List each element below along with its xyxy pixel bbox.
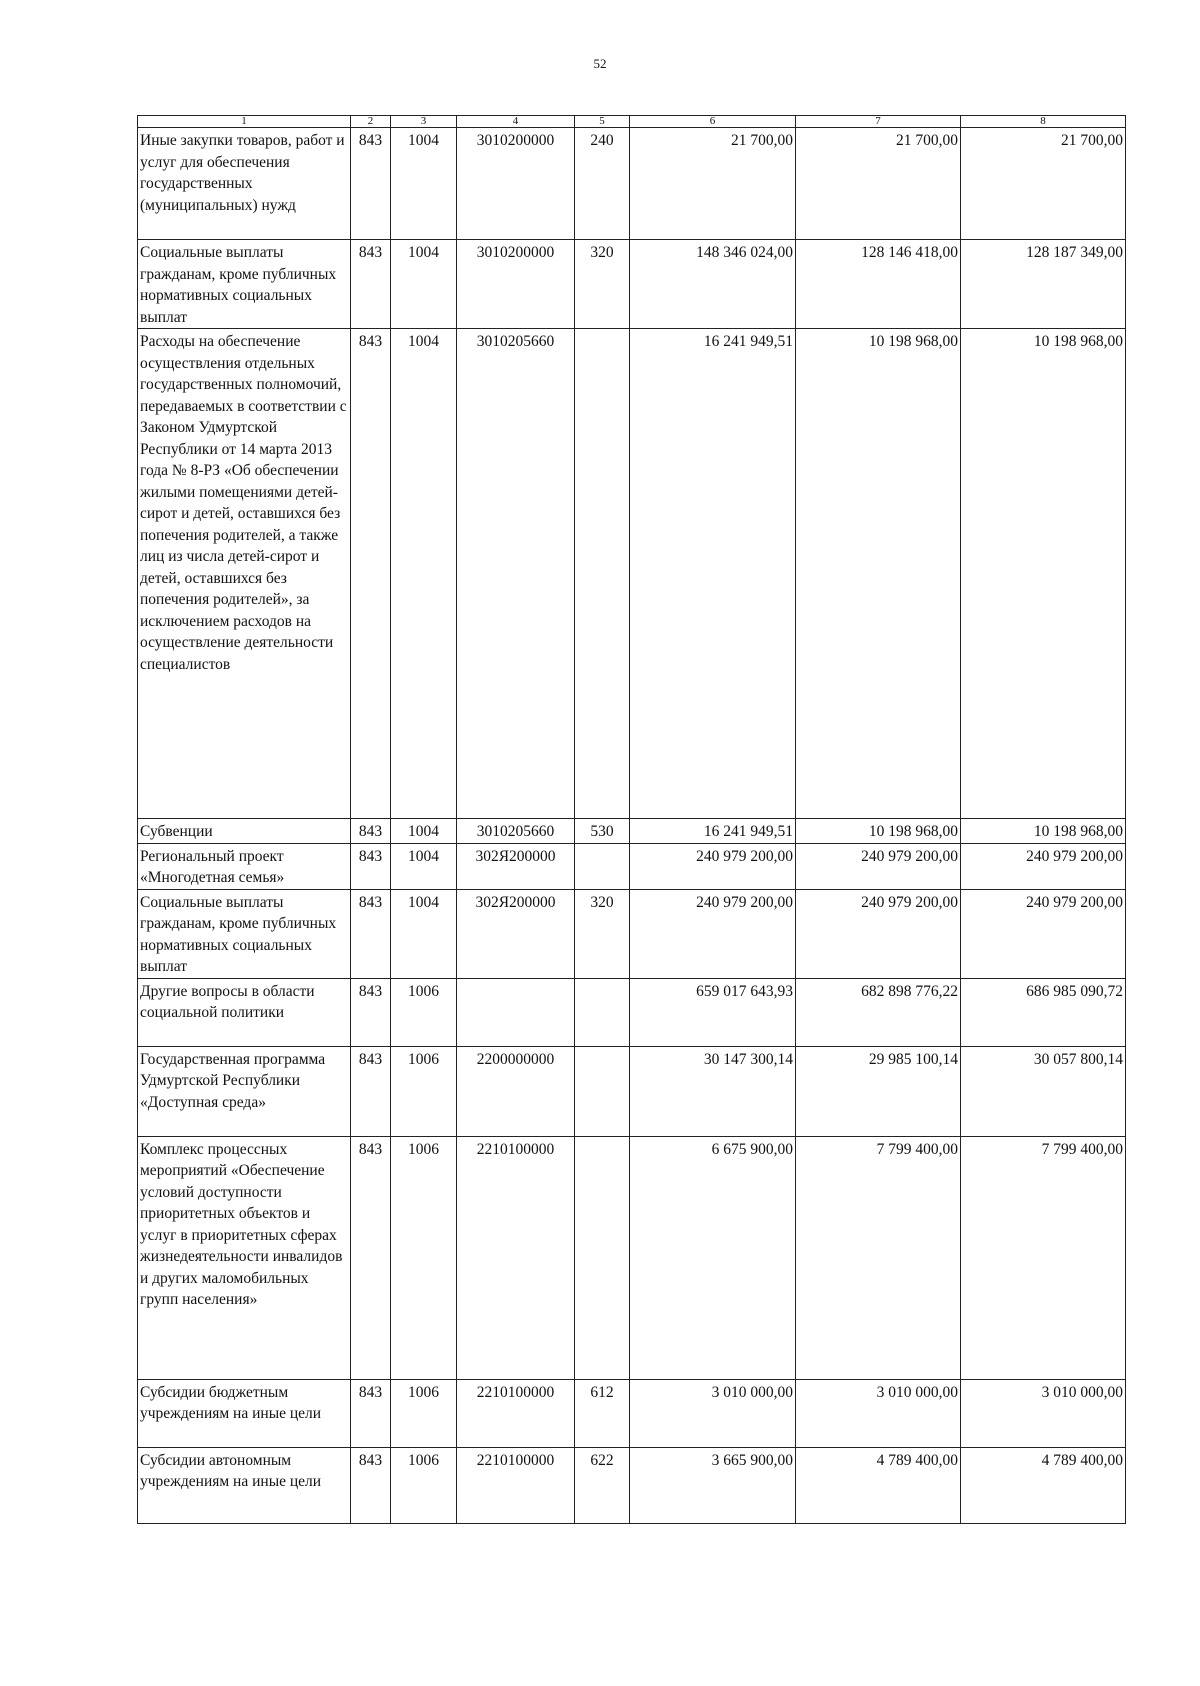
cell-target-article: 3010200000	[457, 240, 575, 329]
cell-expense-type	[575, 978, 630, 1046]
table-row	[138, 819, 1126, 844]
cell-amount-col6: 21 700,00	[630, 128, 796, 240]
cell-amount-col8: 30 057 800,14	[961, 1046, 1126, 1136]
cell-target-article	[457, 978, 575, 1046]
cell-ministry-code: 843	[351, 1447, 391, 1523]
cell-amount-col6: 240 979 200,00	[630, 843, 796, 889]
cell-amount-col8: 21 700,00	[961, 128, 1126, 240]
cell-ministry-code: 843	[351, 240, 391, 329]
table-row	[138, 889, 1126, 978]
column-number: 1	[138, 116, 351, 128]
cell-ministry-code: 843	[351, 329, 391, 819]
cell-ministry-code: 843	[351, 1046, 391, 1136]
cell-amount-col7: 7 799 400,00	[796, 1136, 961, 1379]
cell-amount-col8: 3 010 000,00	[961, 1379, 1126, 1447]
cell-target-article: 2210100000	[457, 1379, 575, 1447]
cell-amount-col6: 148 346 024,00	[630, 240, 796, 329]
budget-table	[137, 115, 1126, 1524]
cell-section-code: 1004	[391, 240, 457, 329]
table-row	[138, 978, 1126, 1046]
row-name: Социальные выплаты гражданам, кроме публичных нормативных социальных выплат	[138, 240, 351, 329]
cell-amount-col7: 128 146 418,00	[796, 240, 961, 329]
table-row	[138, 843, 1126, 889]
cell-ministry-code: 843	[351, 843, 391, 889]
column-number-row	[138, 116, 1126, 128]
cell-target-article: 302Я200000	[457, 889, 575, 978]
table-row	[138, 1046, 1126, 1136]
column-number: 6	[630, 116, 796, 128]
cell-amount-col8: 10 198 968,00	[961, 329, 1126, 819]
cell-amount-col7: 4 789 400,00	[796, 1447, 961, 1523]
row-name: Социальные выплаты гражданам, кроме публичных нормативных социальных выплат	[138, 889, 351, 978]
row-name: Субсидии бюджетным учреждениям на иные цели	[138, 1379, 351, 1447]
cell-expense-type: 612	[575, 1379, 630, 1447]
cell-expense-type: 530	[575, 819, 630, 844]
row-name: Государственная программа Удмуртской Республики «Доступная среда»	[138, 1046, 351, 1136]
column-number: 5	[575, 116, 630, 128]
cell-expense-type: 622	[575, 1447, 630, 1523]
cell-amount-col8: 4 789 400,00	[961, 1447, 1126, 1523]
column-number: 7	[796, 116, 961, 128]
cell-amount-col6: 3 010 000,00	[630, 1379, 796, 1447]
cell-amount-col7: 682 898 776,22	[796, 978, 961, 1046]
column-number: 2	[351, 116, 391, 128]
column-number: 3	[391, 116, 457, 128]
cell-section-code: 1006	[391, 1046, 457, 1136]
cell-section-code: 1004	[391, 128, 457, 240]
cell-target-article: 2210100000	[457, 1447, 575, 1523]
cell-amount-col8: 128 187 349,00	[961, 240, 1126, 329]
cell-amount-col6: 30 147 300,14	[630, 1046, 796, 1136]
cell-target-article: 3010205660	[457, 819, 575, 844]
cell-amount-col7: 240 979 200,00	[796, 843, 961, 889]
table-row	[138, 329, 1126, 819]
cell-target-article: 302Я200000	[457, 843, 575, 889]
cell-amount-col8: 240 979 200,00	[961, 843, 1126, 889]
cell-target-article: 2210100000	[457, 1136, 575, 1379]
table-row	[138, 1136, 1126, 1379]
cell-section-code: 1006	[391, 1379, 457, 1447]
page-number: 52	[593, 56, 607, 71]
cell-amount-col8: 7 799 400,00	[961, 1136, 1126, 1379]
cell-section-code: 1006	[391, 1136, 457, 1379]
row-name: Комплекс процессных мероприятий «Обеспечение условий доступности приоритетных объектов и услуг в приоритетных сферах жизнедеятельности инвалидов и других маломобильных групп населения»	[138, 1136, 351, 1379]
cell-expense-type: 320	[575, 889, 630, 978]
cell-section-code: 1006	[391, 978, 457, 1046]
row-name: Расходы на обеспечение осуществления отдельных государственных полномочий, передаваемых в соответствии с Законом Удмуртской Республики от 14 марта 2013 года № 8-РЗ «Об обеспечении жилыми помещениями детей-сирот и детей, оставшихся без попечения родителей, а также лиц из числа детей-сирот и детей, оставшихся без попечения родителей», за исключением расходов на осуществление деятельности специалистов	[138, 329, 351, 819]
cell-amount-col7: 3 010 000,00	[796, 1379, 961, 1447]
table-row	[138, 128, 1126, 240]
row-name: Субвенции	[138, 819, 351, 844]
cell-expense-type	[575, 329, 630, 819]
cell-section-code: 1004	[391, 843, 457, 889]
table-row	[138, 1379, 1126, 1447]
cell-ministry-code: 843	[351, 1136, 391, 1379]
cell-amount-col6: 659 017 643,93	[630, 978, 796, 1046]
row-name: Субсидии автономным учреждениям на иные цели	[138, 1447, 351, 1523]
cell-ministry-code: 843	[351, 978, 391, 1046]
cell-amount-col6: 240 979 200,00	[630, 889, 796, 978]
cell-amount-col8: 10 198 968,00	[961, 819, 1126, 844]
cell-ministry-code: 843	[351, 889, 391, 978]
cell-amount-col7: 21 700,00	[796, 128, 961, 240]
cell-expense-type	[575, 1046, 630, 1136]
cell-section-code: 1004	[391, 889, 457, 978]
cell-section-code: 1006	[391, 1447, 457, 1523]
cell-ministry-code: 843	[351, 128, 391, 240]
cell-ministry-code: 843	[351, 819, 391, 844]
cell-amount-col6: 3 665 900,00	[630, 1447, 796, 1523]
cell-amount-col7: 10 198 968,00	[796, 329, 961, 819]
cell-expense-type: 240	[575, 128, 630, 240]
cell-target-article: 3010205660	[457, 329, 575, 819]
column-number: 8	[961, 116, 1126, 128]
cell-amount-col7: 240 979 200,00	[796, 889, 961, 978]
cell-amount-col6: 6 675 900,00	[630, 1136, 796, 1379]
cell-amount-col8: 686 985 090,72	[961, 978, 1126, 1046]
table-row	[138, 240, 1126, 329]
cell-target-article: 2200000000	[457, 1046, 575, 1136]
column-number: 4	[457, 116, 575, 128]
cell-section-code: 1004	[391, 329, 457, 819]
row-name: Другие вопросы в области социальной политики	[138, 978, 351, 1046]
cell-target-article: 3010200000	[457, 128, 575, 240]
cell-amount-col7: 29 985 100,14	[796, 1046, 961, 1136]
cell-expense-type: 320	[575, 240, 630, 329]
cell-amount-col8: 240 979 200,00	[961, 889, 1126, 978]
cell-amount-col6: 16 241 949,51	[630, 329, 796, 819]
cell-section-code: 1004	[391, 819, 457, 844]
cell-amount-col7: 10 198 968,00	[796, 819, 961, 844]
row-name: Иные закупки товаров, работ и услуг для обеспечения государственных (муниципальных) нужд	[138, 128, 351, 240]
cell-expense-type	[575, 1136, 630, 1379]
cell-ministry-code: 843	[351, 1379, 391, 1447]
cell-amount-col6: 16 241 949,51	[630, 819, 796, 844]
cell-expense-type	[575, 843, 630, 889]
row-name: Региональный проект «Многодетная семья»	[138, 843, 351, 889]
table-row	[138, 1447, 1126, 1523]
